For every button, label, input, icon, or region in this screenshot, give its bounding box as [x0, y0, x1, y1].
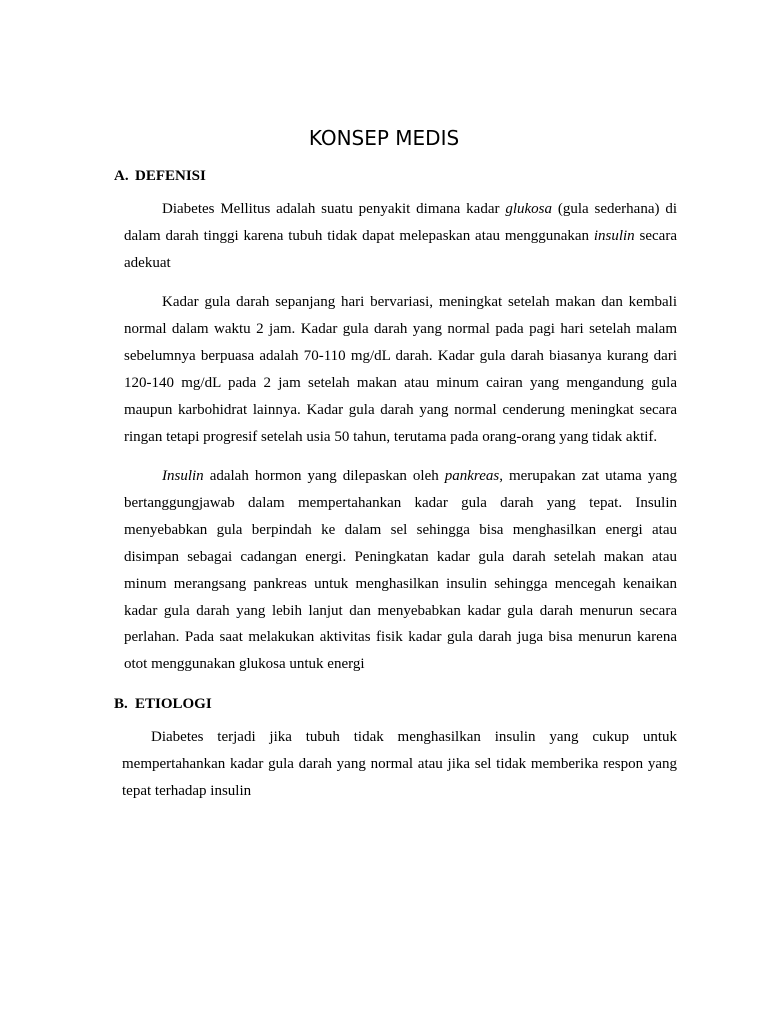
paragraph-insulin [124, 463, 677, 678]
section-heading-etiologi [114, 694, 212, 714]
paragraph-definition [124, 196, 677, 277]
italic-term: pankreas [444, 468, 500, 484]
paragraph-text: , merupakan zat utama yang bertanggungjawab dalam mempertahankan kadar gula darah yang tepat. Insulin menyebabkan gula berpindah ke dalam sel sehingga bisa menghasilkan energi atau disimpan sebagai cadangan energi. Peningkatan kadar gula darah setelah makan atau minum merangsang pankreas untuk menghasilkan insulin sehingga mencegah kenaikan kadar gula darah yang lebih lanjut dan menyebabkan kadar gula darah menurun secara perlahan. Pada saat melakukan aktivitas fisik kadar gula darah juga bisa menurun karena otot menggunakan glukosa untuk energi [124, 468, 677, 673]
section-heading-text: DEFENISI [135, 168, 206, 184]
paragraph-text: (gula sederhana) di dalam darah tinggi karena tubuh tidak dapat melepaskan atau menggunakan [124, 201, 677, 244]
document-title: KONSEP MEDIS [308, 126, 460, 150]
paragraph-text: secara adekuat [124, 227, 677, 271]
section-heading-defenisi [114, 166, 206, 186]
section-marker: A. [114, 168, 129, 184]
paragraph-text: Diabetes Mellitus adalah suatu penyakit dimana kadar [162, 201, 506, 217]
italic-term: insulin [593, 227, 635, 244]
section-marker: B. [114, 696, 128, 712]
section-heading-text: ETIOLOGI [135, 696, 212, 712]
italic-term: Insulin [162, 468, 204, 484]
paragraph-etiology: Diabetes terjadi jika tubuh tidak menghasilkan insulin yang cukup untuk mempertahankan kadar gula darah yang normal atau jika sel tidak memberika respon yang tepat terhadap insulin [122, 729, 677, 799]
paragraph-blood-sugar: Kadar gula darah sepanjang hari bervariasi, meningkat setelah makan dan kembali normal dalam waktu 2 jam. Kadar gula darah yang normal pada pagi hari setelah malam sebelumnya berpuasa adalah 70-110 mg/dL darah. Kadar gula darah biasanya kurang dari 120-140 mg/dL pada 2 jam setelah makan atau minum cairan yang mengandung gula maupun karbohidrat lainnya. Kadar gula darah yang normal cenderung meningkat secara ringan tetapi progresif setelah usia 50 tahun, terutama pada orang-orang yang tidak aktif. [124, 294, 677, 445]
italic-term: glukosa [505, 201, 552, 217]
paragraph-text: adalah hormon yang dilepaskan oleh [203, 468, 445, 484]
